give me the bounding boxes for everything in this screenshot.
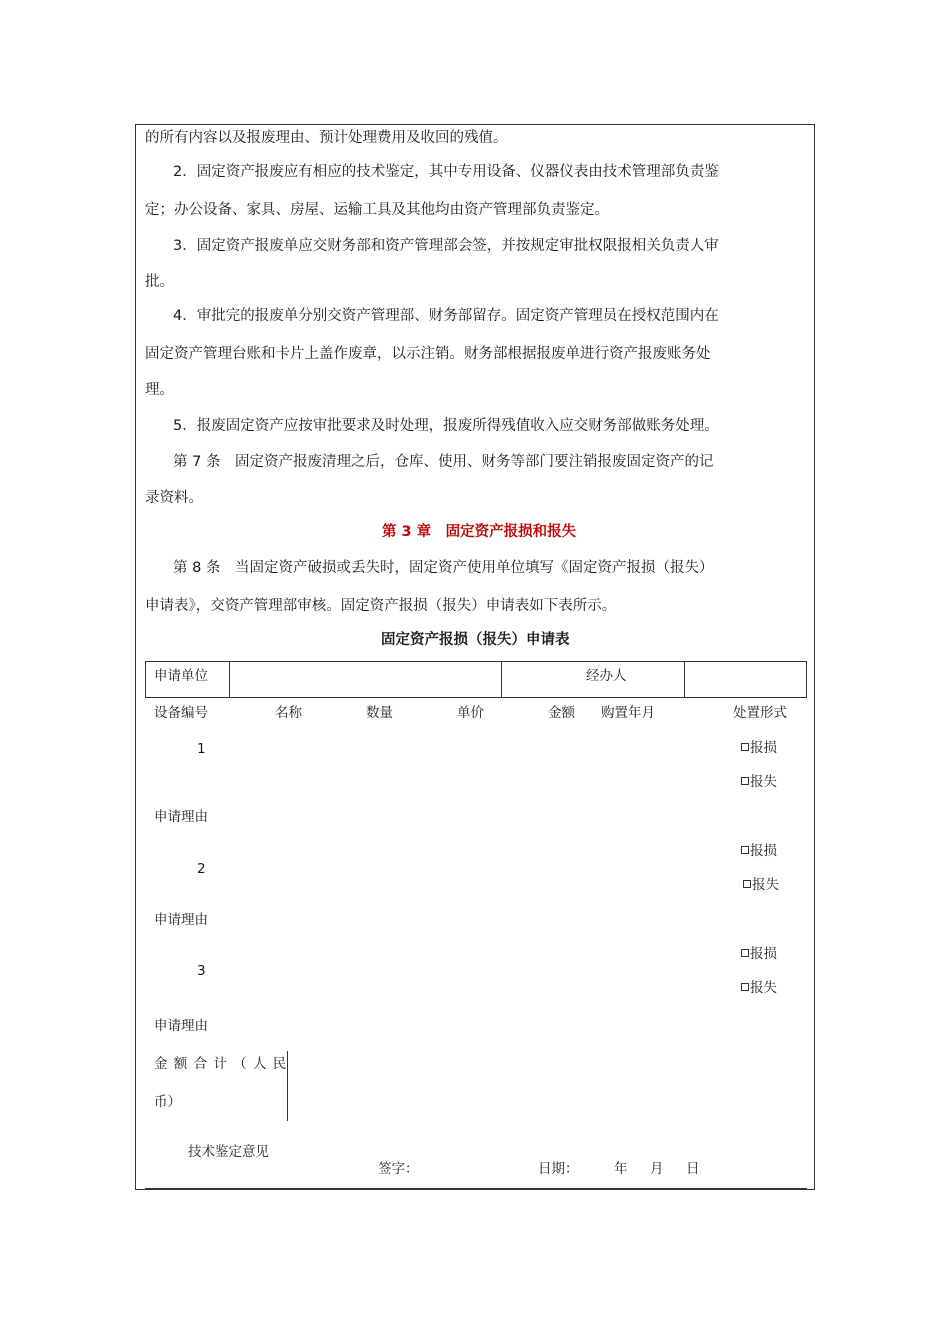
sign-label: 签字： [378,1161,419,1177]
option-loss[interactable]: 报失 [741,979,777,997]
body-line-7: 固定资产管理台账和卡片上盖作废章，以示注销。财务部根据报废单进行资产报废账务处 [145,346,711,362]
tech-opinion-label: 技术鉴定意见 [188,1144,269,1160]
body-line-4: 3．固定资产报废单应交财务部和资产管理部会签，并按规定审批权限报相关负责人审 [173,238,719,254]
body-line-3: 定；办公设备、家具、房屋、运输工具及其他均由资产管理部负责鉴定。 [145,202,609,218]
day-label: 日 [686,1161,700,1177]
checkbox-icon[interactable] [741,846,749,854]
body-line-8: 理。 [145,382,174,398]
applicant-unit-label: 申请单位 [154,668,208,684]
body-line-9: 5．报废固定资产应按审批要求及时处理，报废所得残值收入应交财务部做账务处理。 [173,418,719,434]
body-line-1: 的所有内容以及报废理由、预计处理费用及收回的残值。 [145,130,508,146]
body-line-11: 录资料。 [145,490,203,506]
body-line-13: 申请表》，交资产管理部审核。固定资产报损（报失）申请表如下表所示。 [145,598,617,614]
item-no: 2 [197,861,206,877]
divider [145,1188,807,1189]
handler-label: 经办人 [586,668,627,684]
divider [501,661,502,698]
form-title: 固定资产报损（报失）申请表 [381,632,570,648]
item-no: 3 [197,963,206,979]
header-unit-price: 单价 [457,705,484,721]
header-device-no: 设备编号 [154,705,208,721]
header-quantity: 数量 [366,705,393,721]
option-damage[interactable]: 报损 [741,842,777,860]
body-line-5: 批。 [145,274,174,290]
chapter-heading: 第 3 章 固定资产报损和报失 [382,524,577,540]
header-amount: 金额 [548,705,575,721]
body-line-6: 4．审批完的报废单分别交资产管理部、财务部留存。固定资产管理员在授权范围内在 [173,308,719,324]
divider [684,661,685,698]
option-loss[interactable]: 报失 [741,773,777,791]
header-name: 名称 [275,705,302,721]
year-label: 年 [614,1161,628,1177]
option-damage[interactable]: 报损 [741,739,777,757]
date-label: 日期： [538,1161,579,1177]
total-label-cont: 币） [154,1094,181,1110]
applicant-row [145,661,807,698]
month-label: 月 [650,1161,664,1177]
reason-label: 申请理由 [154,809,208,825]
checkbox-icon[interactable] [741,983,749,991]
option-loss[interactable]: 报失 [743,876,779,894]
checkbox-icon[interactable] [741,743,749,751]
body-line-10: 第 7 条 固定资产报废清理之后，仓库、使用、财务等部门要注销报废固定资产的记 [173,454,714,470]
item-no: 1 [197,741,206,757]
checkbox-icon[interactable] [743,880,751,888]
checkbox-icon[interactable] [741,777,749,785]
reason-label: 申请理由 [154,912,208,928]
divider [287,1051,288,1121]
body-line-12: 第 8 条 当固定资产破损或丢失时，固定资产使用单位填写《固定资产报损（报失） [173,560,714,576]
divider [229,661,230,698]
option-damage[interactable]: 报损 [741,945,777,963]
checkbox-icon[interactable] [741,949,749,957]
reason-label: 申请理由 [154,1018,208,1034]
total-label: 金 额 合 计 （ 人 民 [154,1056,288,1072]
header-disposal: 处置形式 [733,705,787,721]
body-line-2: 2．固定资产报废应有相应的技术鉴定，其中专用设备、仪器仪表由技术管理部负责鉴 [173,164,719,180]
document-frame [135,124,815,1190]
header-purchase-date: 购置年月 [601,705,655,721]
